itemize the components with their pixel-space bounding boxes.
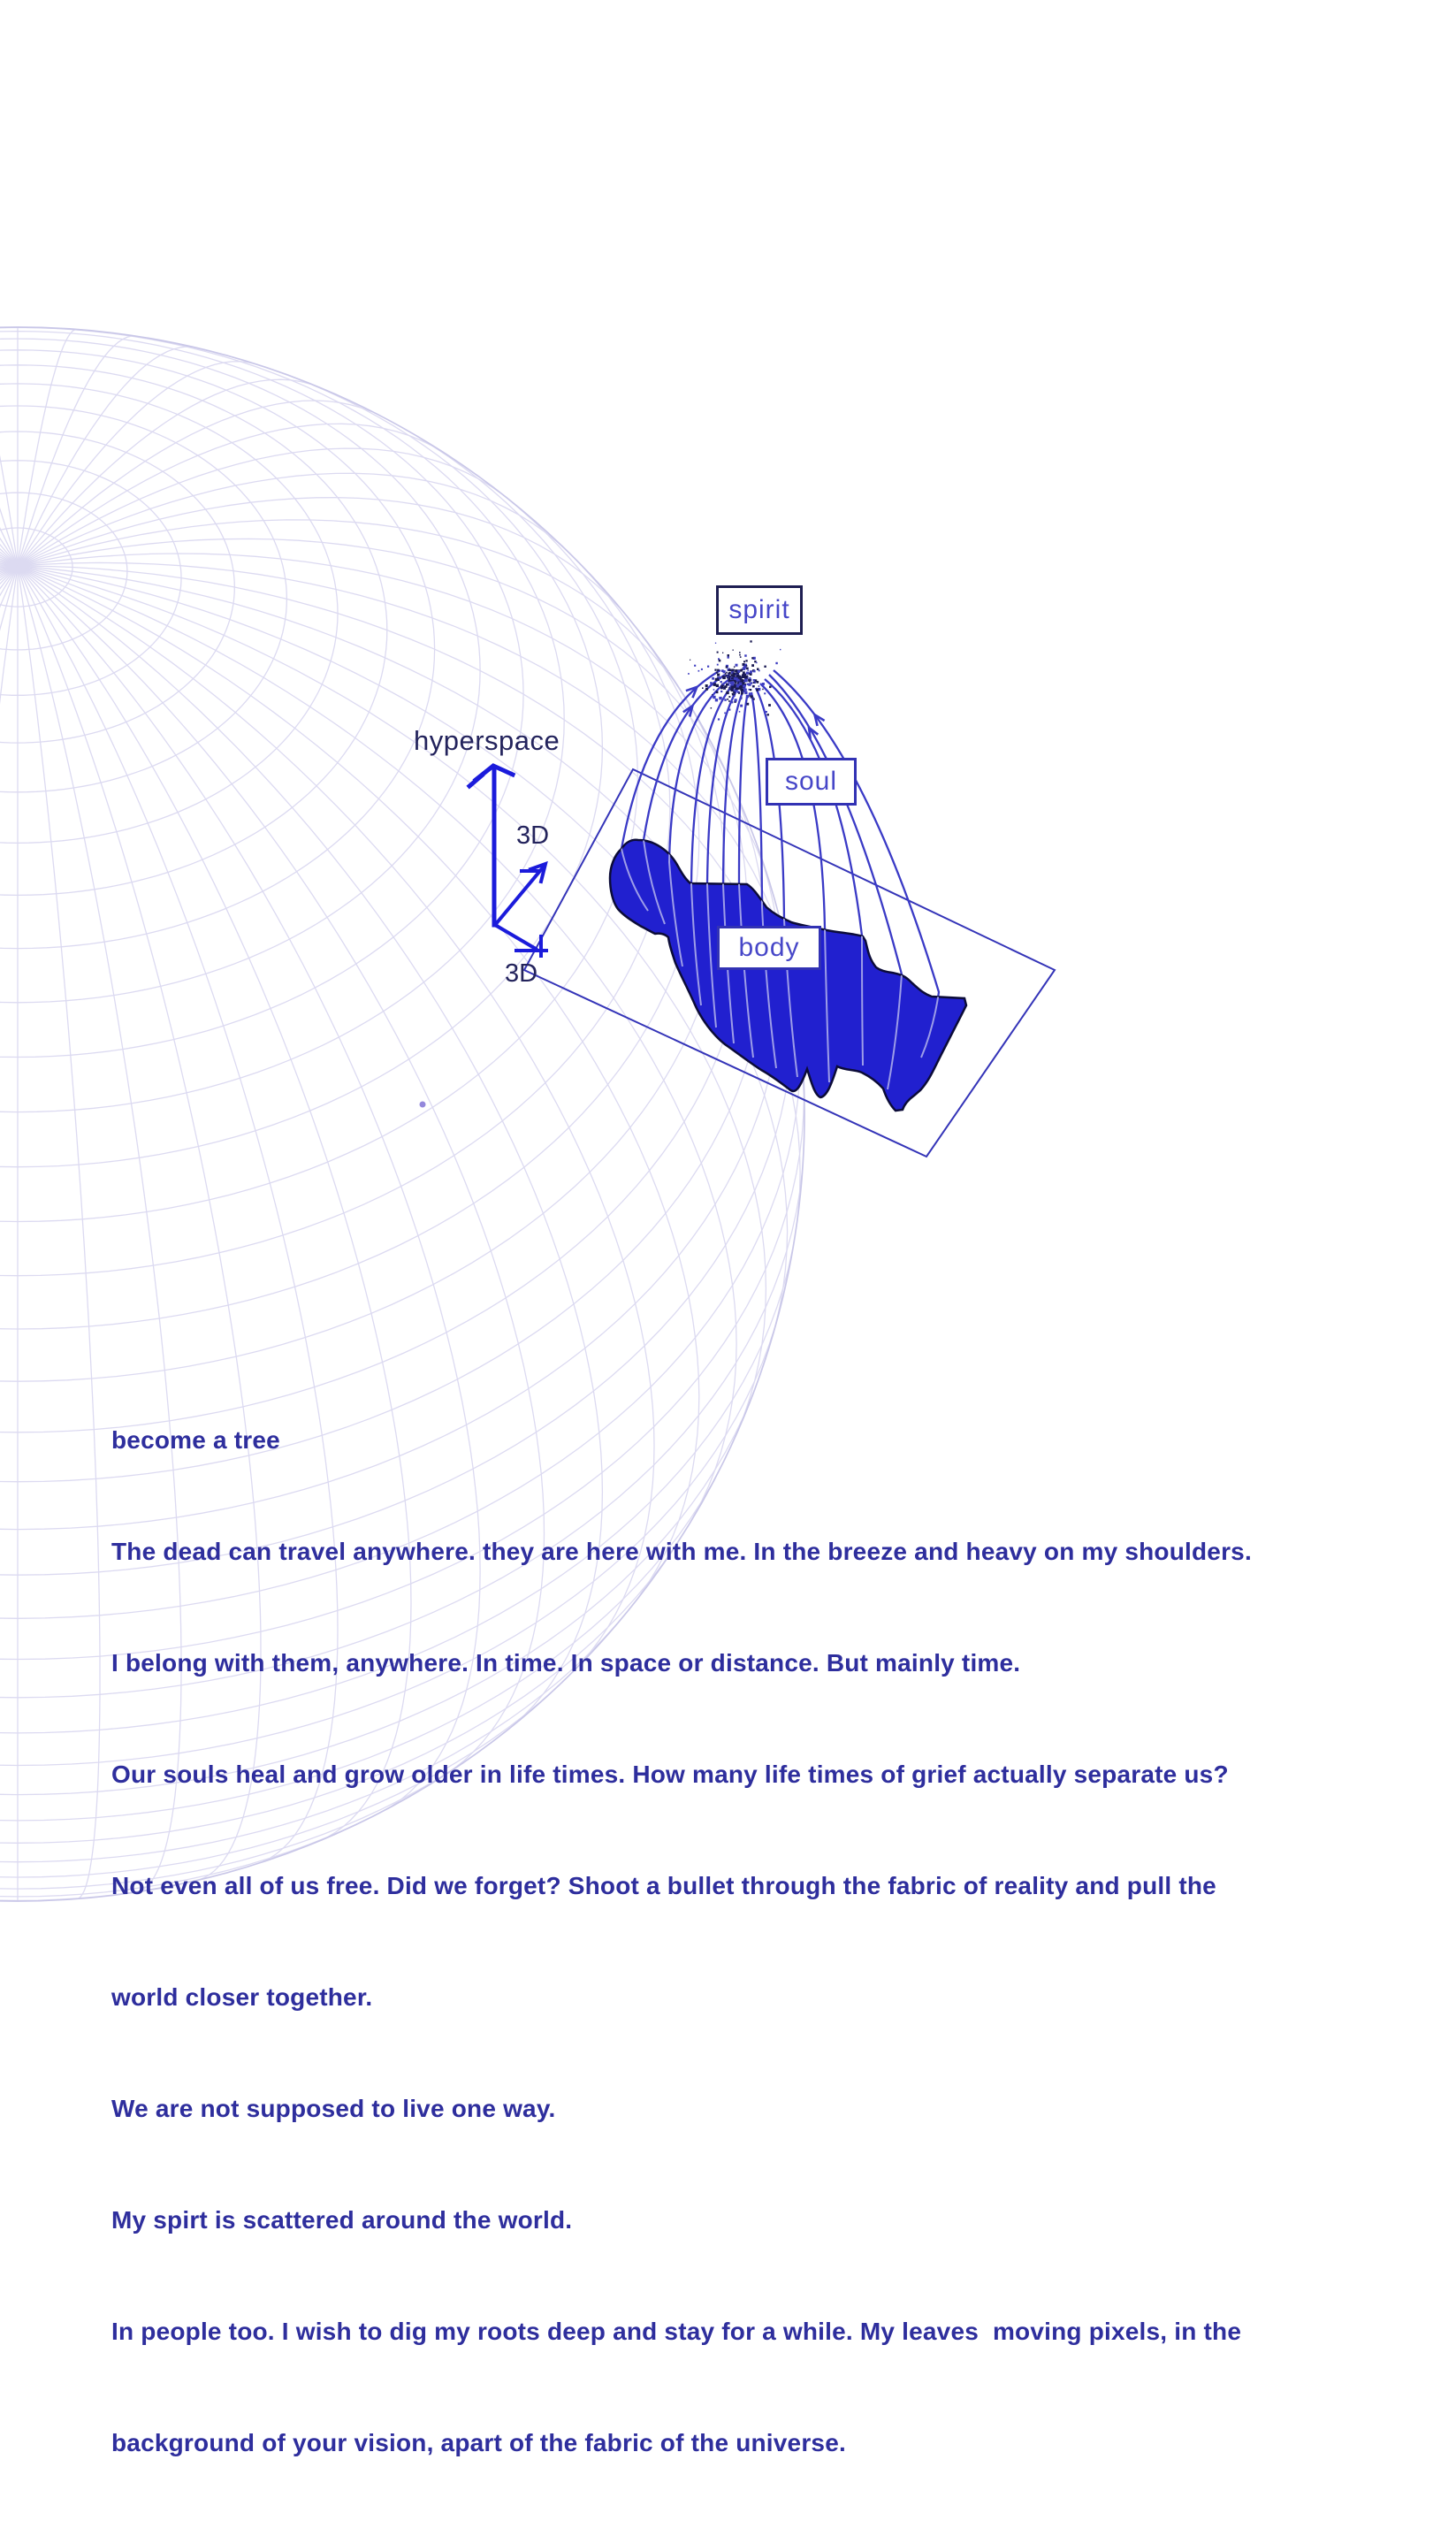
poem-text-block xyxy=(111,1348,1420,2536)
soul-label-box xyxy=(766,758,857,806)
stray-dot xyxy=(420,1102,426,1108)
poem-line: The dead can travel anywhere. they are here with me. In the breeze and heavy on my shoulders. xyxy=(111,1538,1252,1565)
3d-axis-label-upper: 3D xyxy=(516,821,550,850)
poem-line: become a tree xyxy=(111,1426,280,1454)
body-label-box xyxy=(717,926,821,970)
poem-line: I belong with them, anywhere. In time. In space or distance. But mainly time. xyxy=(111,1649,1021,1677)
hyperspace-axis-label: hyperspace xyxy=(414,725,560,756)
3d-axis-label-lower: 3D xyxy=(505,959,538,988)
spirit-label-box xyxy=(716,585,803,635)
poem-line: world closer together. xyxy=(111,1983,373,2011)
poem-line: Not even all of us free. Did we forget? Shoot a bullet through the fabric of reality and pull the xyxy=(111,1872,1216,1899)
poem-line: We are not supposed to live one way. xyxy=(111,2095,556,2122)
body-label: body xyxy=(738,933,800,962)
poem-line: background of your vision, apart of the fabric of the universe. xyxy=(111,2429,846,2456)
spirit-label: spirit xyxy=(728,595,790,624)
poem-line: In people too. I wish to dig my roots deep and stay for a while. My leaves moving pixels, in the xyxy=(111,2318,1242,2345)
poem-line: Our souls heal and grow older in life times. How many life times of grief actually separate us? xyxy=(111,1761,1229,1788)
soul-label: soul xyxy=(784,767,838,796)
spirit-scatter xyxy=(688,631,781,721)
poem-line: My spirt is scattered around the world. xyxy=(111,2206,573,2234)
